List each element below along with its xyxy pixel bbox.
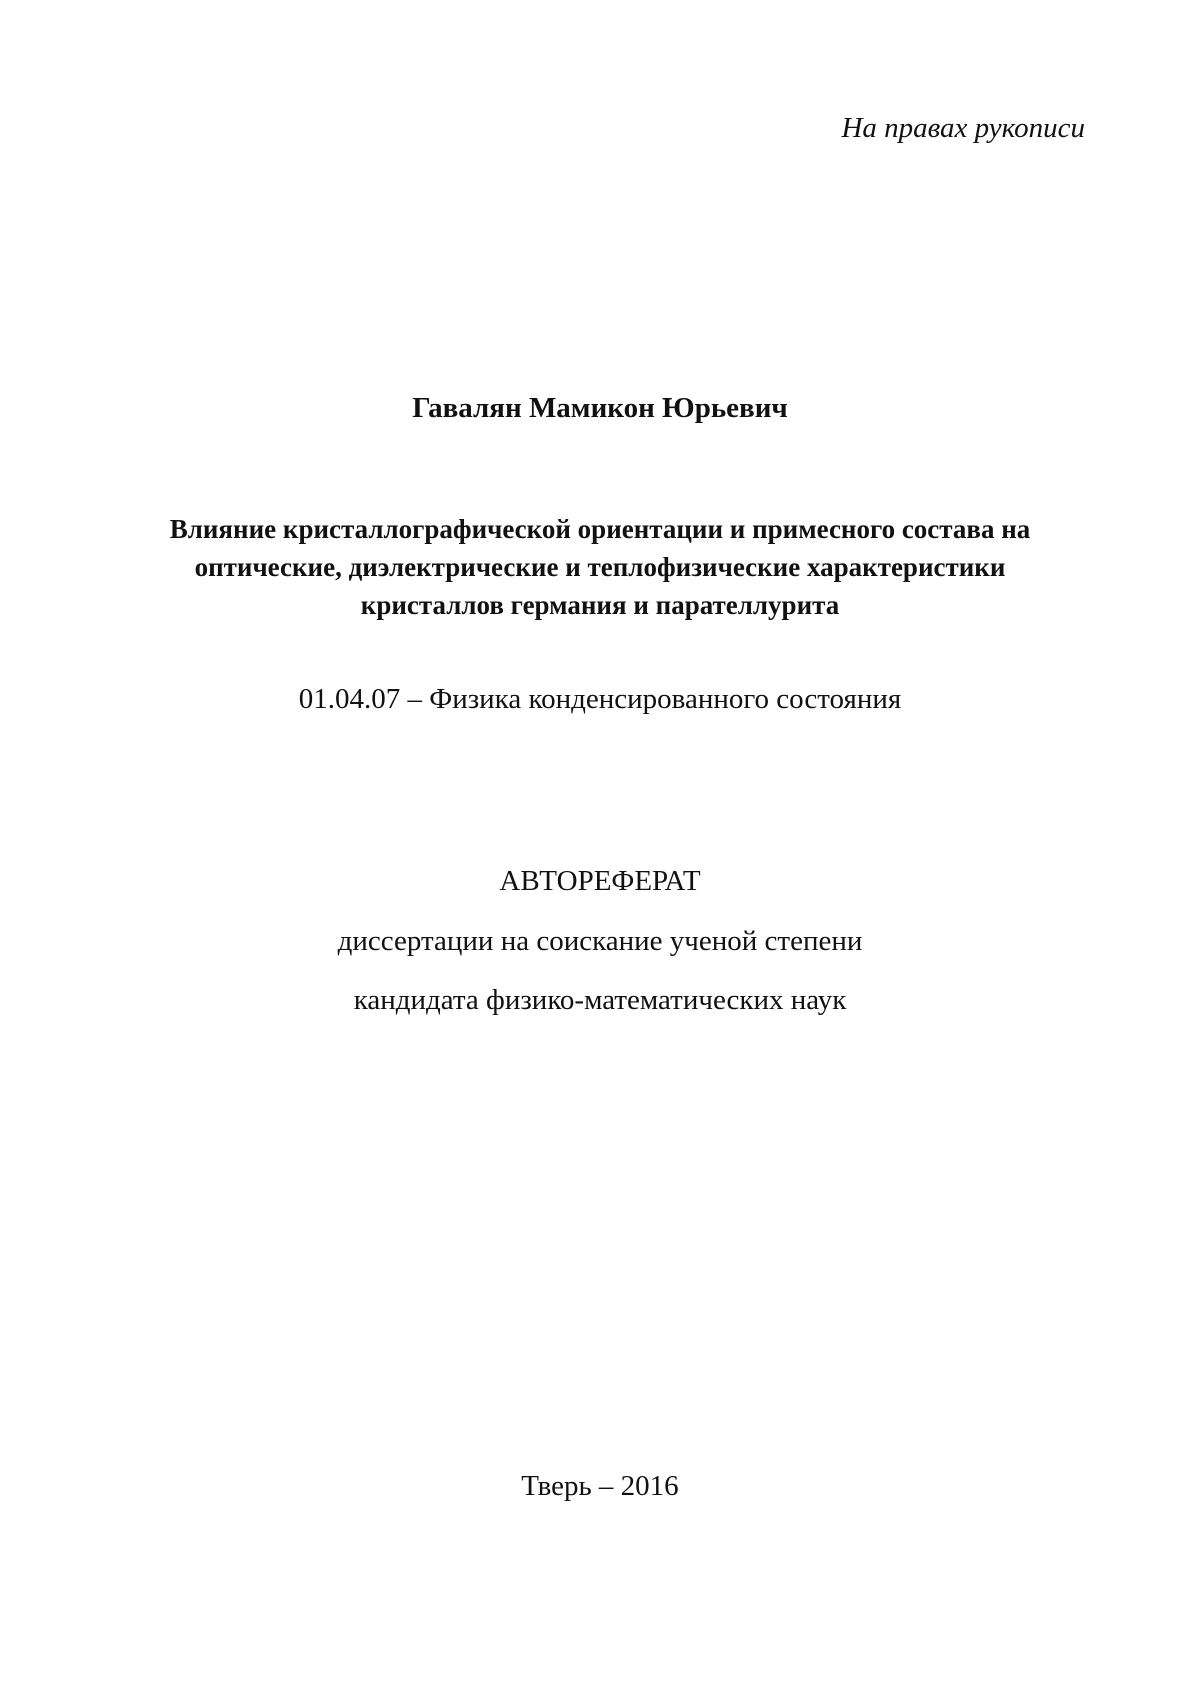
thesis-title-line-2: оптические, диэлектрические и теплофизические характеристики	[194, 552, 1006, 582]
rights-notice: На правах рукописи	[841, 112, 1085, 144]
document-type: АВТОРЕФЕРАТ	[499, 865, 701, 897]
author-name: Гавалян Мамикон Юрьевич	[412, 392, 788, 424]
degree-line-1: диссертации на соискание ученой степени	[337, 925, 863, 957]
thesis-title-line-3: кристаллов германия и парателлурита	[360, 590, 840, 620]
specialty-code: 01.04.07 – Физика конденсированного состояния	[298, 683, 902, 715]
degree-line-2: кандидата физико-математических наук	[353, 984, 847, 1016]
thesis-title-line-1: Влияние кристаллографической ориентации и примесного состава на	[169, 514, 1031, 544]
place-and-year: Тверь – 2016	[521, 1470, 679, 1502]
